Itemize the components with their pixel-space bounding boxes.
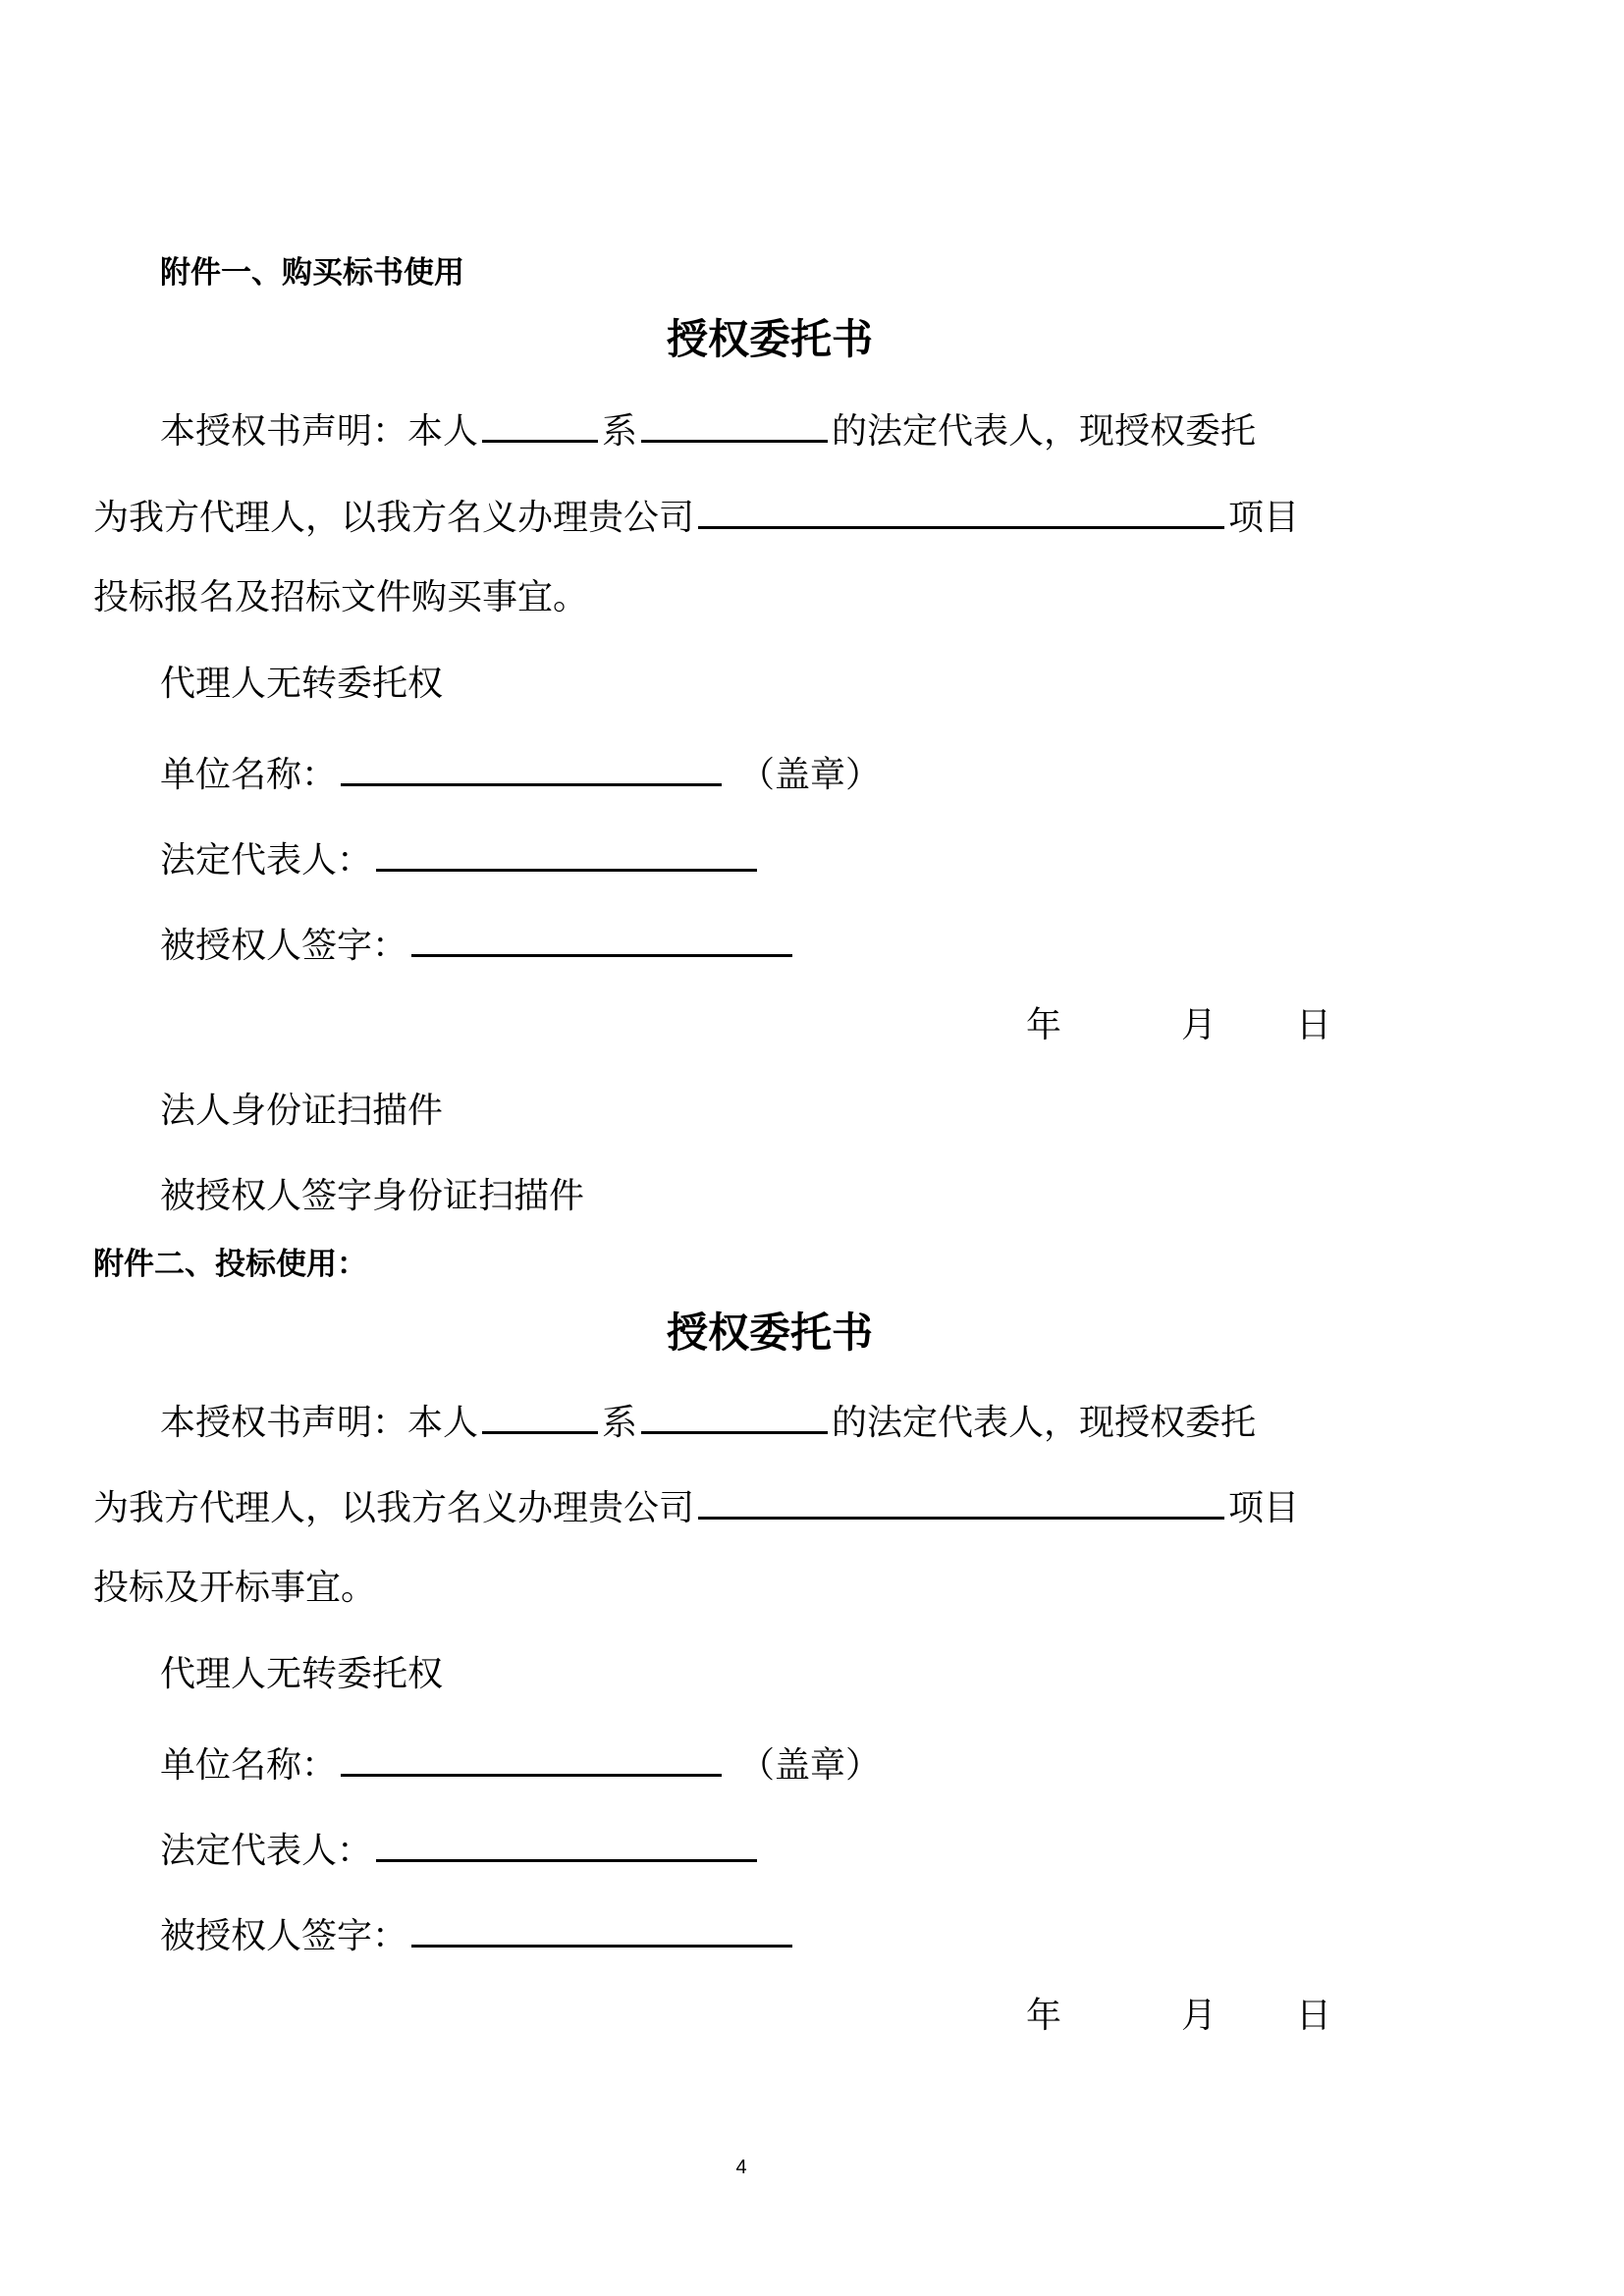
section2-no-delegation: 代理人无转委托权 <box>160 1654 444 1694</box>
section1-para-line1-c: 的法定代表人，现授权委托 <box>832 411 1257 452</box>
unit-name-blank[interactable] <box>341 1736 722 1777</box>
authorized-sign-blank[interactable] <box>411 917 792 957</box>
legal-rep-label: 法定代表人： <box>160 1831 373 1871</box>
section1-para-line2-a: 为我方代理人，以我方名义办理贵公司 <box>93 498 695 538</box>
section1-authorized-sign-row <box>160 917 796 970</box>
unit-label: 单位名称： <box>160 755 338 795</box>
section2-day: 日 <box>1296 1996 1332 2036</box>
legal-rep-blank[interactable] <box>376 1822 757 1862</box>
section1-month: 月 <box>1181 1005 1218 1045</box>
section1-para-line2 <box>93 489 1299 542</box>
section1-day: 日 <box>1296 1005 1332 1045</box>
section2-para-line1-b: 系 <box>602 1403 638 1443</box>
authorized-sign-label: 被授权人签字： <box>160 1916 408 1956</box>
section2-heading: 附件二、投标使用： <box>93 1247 367 1282</box>
unit-name-blank[interactable] <box>341 746 722 786</box>
authorized-sign-label: 被授权人签字： <box>160 926 408 966</box>
section2-para-line1-c: 的法定代表人，现授权委托 <box>832 1403 1257 1443</box>
authorized-sign-blank[interactable] <box>411 1907 792 1948</box>
legal-rep-label: 法定代表人： <box>160 840 373 881</box>
section1-no-delegation: 代理人无转委托权 <box>160 664 444 704</box>
section2-unit-row <box>160 1736 881 1789</box>
section2-month: 月 <box>1181 1996 1218 2036</box>
section1-para-line1 <box>160 402 1256 455</box>
project-name-blank[interactable] <box>698 1479 1224 1520</box>
section2-authorized-sign-row <box>160 1907 796 1960</box>
section1-unit-row <box>160 746 881 799</box>
section2-title: 授权委托书 <box>666 1308 873 1357</box>
section2-para-line2 <box>93 1479 1299 1532</box>
section1-para-line3: 投标报名及招标文件购买事宜。 <box>93 577 589 617</box>
principal-name-blank[interactable] <box>482 402 598 443</box>
section2-para-line3: 投标及开标事宜。 <box>93 1568 377 1608</box>
company-name-blank[interactable] <box>641 1394 828 1434</box>
section2-year: 年 <box>1026 1996 1062 2036</box>
section1-para-line1-b: 系 <box>602 411 638 452</box>
section2-legal-rep-row <box>160 1822 761 1875</box>
company-name-blank[interactable] <box>641 402 828 443</box>
principal-name-blank[interactable] <box>482 1394 598 1434</box>
unit-label: 单位名称： <box>160 1745 338 1786</box>
section2-para-line1 <box>160 1394 1256 1447</box>
section1-para-line1-a: 本授权书声明：本人 <box>160 411 479 452</box>
section1-title: 授权委托书 <box>666 315 873 363</box>
section2-para-line2-a: 为我方代理人，以我方名义办理贵公司 <box>93 1488 695 1528</box>
seal-label: （盖章） <box>739 1745 882 1786</box>
section1-heading: 附件一、购买标书使用 <box>160 255 464 291</box>
seal-label: （盖章） <box>739 755 882 795</box>
project-name-blank[interactable] <box>698 489 1224 529</box>
section1-id-scan-authorized: 被授权人签字身份证扫描件 <box>160 1176 585 1216</box>
section2-para-line2-b: 项目 <box>1228 1488 1300 1528</box>
legal-rep-blank[interactable] <box>376 831 757 872</box>
section1-year: 年 <box>1026 1005 1062 1045</box>
section1-legal-rep-row <box>160 831 761 884</box>
section1-para-line2-b: 项目 <box>1228 498 1300 538</box>
section2-para-line1-a: 本授权书声明：本人 <box>160 1403 479 1443</box>
page-number: 4 <box>735 2157 747 2178</box>
section1-id-scan-legal: 法人身份证扫描件 <box>160 1091 444 1131</box>
